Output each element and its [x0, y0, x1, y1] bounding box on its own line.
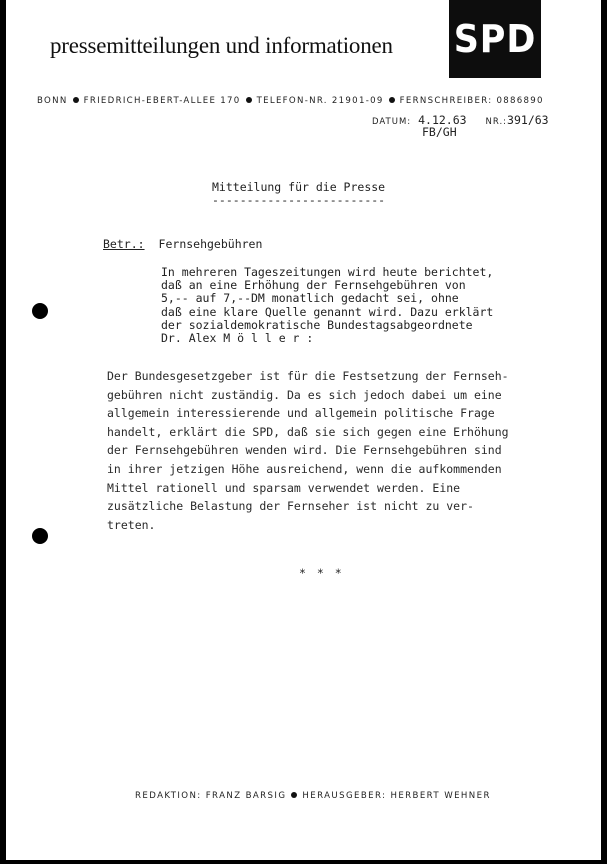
footer-line: [135, 791, 491, 801]
body-line: in ihrer jetzigen Höhe ausreichend, wenn die aufkommenden: [107, 461, 502, 476]
footer-editor: REDAKTION: FRANZ BARSIG: [135, 791, 287, 801]
bullet-icon: [246, 97, 252, 103]
subject-value: Fernsehgebühren: [158, 237, 263, 251]
bullet-icon: [73, 97, 79, 103]
intro-line: daß eine klare Quelle genannt wird. Dazu erklärt: [161, 304, 494, 319]
body-line: treten.: [107, 517, 156, 532]
intro-line: Dr. Alex M ö l l e r :: [161, 331, 314, 346]
number-label: NR.:: [485, 117, 508, 127]
intro-line: daß an eine Erhöhung der Fernsehgebühren von: [161, 278, 466, 293]
body-line: zusätzliche Belastung der Fernseher ist nicht zu ver-: [107, 499, 474, 514]
spd-logo: SPD: [449, 0, 541, 78]
subject-line: [103, 237, 262, 251]
footer-publisher: HERAUSGEBER: HERBERT WEHNER: [302, 791, 491, 801]
address-telex: FERNSCHREIBER: 0886890: [399, 96, 544, 106]
body-line: allgemein interessierende und allgemein politische Frage: [107, 406, 495, 421]
number-value: 391/63: [507, 113, 549, 127]
intro-line: 5,-- auf 7,--DM monatlich gedacht sei, ohne: [161, 291, 459, 306]
intro-paragraph: [161, 266, 541, 345]
body-line: Der Bundesgesetzgeber ist für die Festsetzung der Fernseh-: [107, 369, 509, 383]
date-value: 4.12.63: [418, 113, 467, 127]
scan-edge: [601, 0, 607, 864]
body-line: gebühren nicht zuständig. Da es sich jedoch dabei um eine: [107, 387, 502, 402]
bullet-icon: [389, 97, 395, 103]
address-phone: TELEFON-NR. 21901-09: [256, 96, 384, 106]
address-city: BONN: [37, 96, 68, 106]
document-meta: [372, 113, 549, 139]
intro-line: In mehreren Tageszeitungen wird heute berichtet,: [161, 265, 494, 279]
section-separator: * * *: [299, 566, 344, 580]
punch-hole-icon: [32, 303, 48, 319]
body-line: der Fernsehgebühren wenden wird. Die Fernsehgebühren sind: [107, 443, 502, 458]
heading-underline: -------------------------: [212, 193, 386, 207]
statement-body: [107, 367, 547, 534]
initials: FB/GH: [422, 125, 457, 139]
address-street: FRIEDRICH-EBERT-ALLEE 170: [83, 96, 241, 106]
body-line: handelt, erklärt die SPD, daß sie sich gegen eine Erhöhung: [107, 424, 509, 439]
body-line: Mittel rationell und sparsam verwendet werden. Eine: [107, 480, 461, 495]
intro-line: der sozialdemokratische Bundestagsabgeordnete: [161, 317, 473, 332]
masthead-title: pressemitteilungen und informationen: [50, 33, 393, 58]
punch-hole-icon: [32, 528, 48, 544]
date-label: DATUM:: [372, 117, 412, 127]
subject-label: Betr.:: [103, 237, 145, 251]
bullet-icon: [291, 792, 297, 798]
address-line: [37, 96, 582, 106]
press-heading: Mitteilung für die Presse: [212, 180, 386, 194]
